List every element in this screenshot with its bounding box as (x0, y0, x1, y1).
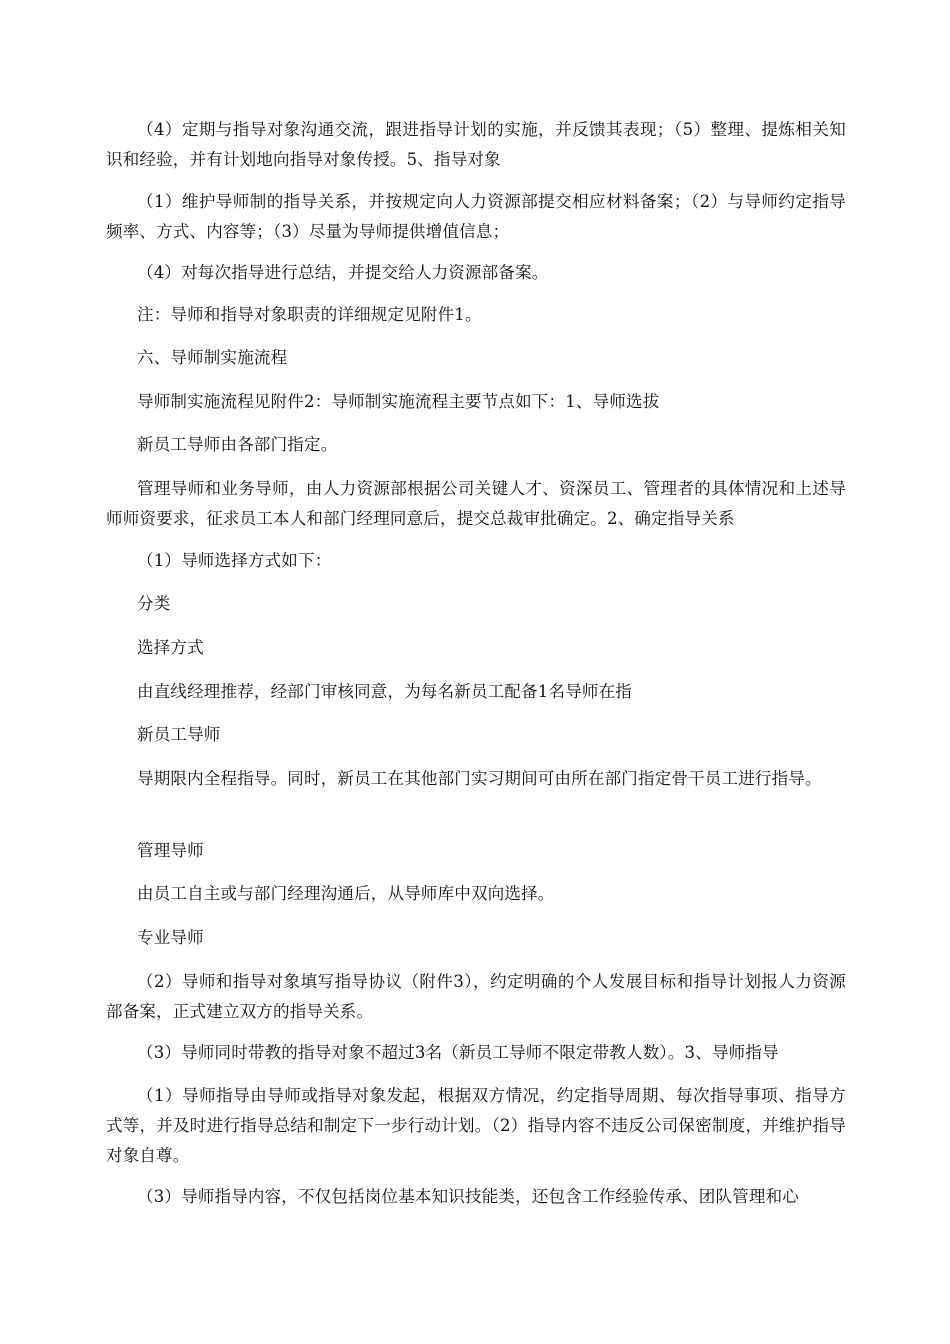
paragraph-full-guidance: 导期限内全程指导。同时，新员工在其他部门实习期间可由所在部门指定骨干员工进行指导。 (137, 769, 822, 788)
paragraph-management-business-mentor: 管理导师和业务导师，由人力资源部根据公司关键人才、资深员工、管理者的具体情况和上述导师师资要求，征求员工本人和部门经理同意后，提交总裁审批确定。2、确定指导关系 (106, 479, 846, 528)
paragraph-guidance-agreement: （2）导师和指导对象填写指导协议（附件3），约定明确的个人发展目标和指导计划报人力资源部备案，正式建立双方的指导关系。 (106, 972, 846, 1021)
paragraph-selection-methods: （1）导师选择方式如下： (137, 551, 332, 570)
paragraph-mentee-limit: （3）导师同时带教的指导对象不超过3名（新员工导师不限定带教人数）。3、导师指导 (137, 1043, 779, 1062)
table-header-category: 分类 (137, 594, 171, 613)
paragraph-note-appendix-1: 注：导师和指导对象职责的详细规定见附件1。 (137, 305, 482, 324)
paragraph-guidance-initiation: （1）导师指导由导师或指导对象发起，根据双方情况，约定指导周期、每次指导事项、指导方式等，并及时进行指导总结和制定下一步行动计划。（2）指导内容不违反公司保密制度，并维护指导对象自尊。 (106, 1086, 846, 1165)
table-row-management-mentor: 管理导师 (137, 841, 204, 860)
paragraph-process-overview: 导师制实施流程见附件2：导师制实施流程主要节点如下：1、导师选拔 (137, 392, 660, 411)
paragraph-two-way-selection: 由员工自主或与部门经理沟通后，从导师库中双向选择。 (137, 884, 555, 903)
table-header-selection-method: 选择方式 (137, 638, 204, 657)
table-row-professional-mentor: 专业导师 (137, 928, 204, 947)
paragraph-new-employee-mentor-assigned: 新员工导师由各部门指定。 (137, 435, 338, 454)
section-heading-implementation-process: 六、导师制实施流程 (137, 348, 288, 367)
paragraph-mentor-duties-4-5: （4）定期与指导对象沟通交流，跟进指导计划的实施，并反馈其表现；（5）整理、提炼相关知识和经验，并有计划地向指导对象传授。5、指导对象 (106, 120, 846, 169)
paragraph-guidance-content: （3）导师指导内容，不仅包括岗位基本知识技能类，还包含工作经验传承、团队管理和心 (137, 1187, 799, 1206)
paragraph-mentee-duties-4: （4）对每次指导进行总结，并提交给人力资源部备案。 (137, 263, 549, 282)
table-row-new-employee-mentor: 新员工导师 (137, 725, 221, 744)
paragraph-manager-recommendation: 由直线经理推荐，经部门审核同意，为每名新员工配备1名导师在指 (137, 682, 632, 701)
paragraph-mentee-duties-1-3: （1）维护导师制的指导关系，并按规定向人力资源部提交相应材料备案；（2）与导师约定指导频率、方式、内容等；（3）尽量为导师提供增值信息； (106, 192, 846, 241)
